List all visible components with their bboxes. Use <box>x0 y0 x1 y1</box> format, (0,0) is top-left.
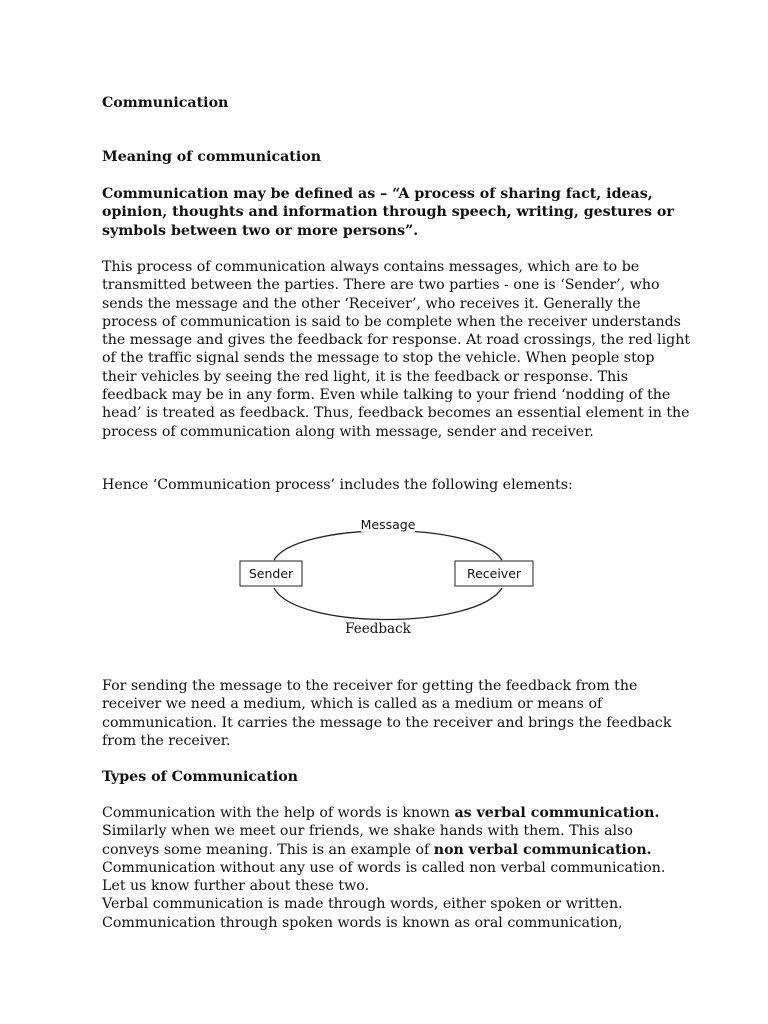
feedback-label: Feedback <box>345 621 411 637</box>
non-verbal-communication-term: non verbal communication. <box>433 841 652 858</box>
paragraph-communication-process: This process of communication always contains messages, which are to be transmitted between the parties. There are two parties - one is ‘Sender’, who sends the message and the other ‘Receiver’, who receives it. Generally the process of communication is said to be complete when the receiver understands the message and gives the feedback for response. At road crossings, the red light of the traffic signal sends the message to stop the vehicle. When people stop their vehicles by seeing the red light, it is the feedback or response. This feedback may be in any form. Even while talking to your friend ‘nodding of the head’ is treated as feedback. Thus, feedback becomes an essential element in the process of communication along with message, sender and receiver. <box>102 259 691 440</box>
types-text-start: Communication with the help of words is known <box>102 805 455 821</box>
types-text-end: Communication without any use of words is called non verbal communication. Let us know further about these two. <box>102 859 666 895</box>
paragraph-medium: For sending the message to the receiver for getting the feedback from the receiver we need a medium, which is called as a medium or means of communication. It carries the message to the receiver and brings the feedback from the receiver. <box>102 678 672 749</box>
verbal-communication-term: as verbal communication. <box>454 805 660 821</box>
types-heading: Types of Communication <box>102 769 298 785</box>
communication-process-diagram <box>236 512 540 642</box>
section-subheading: Meaning of communication <box>102 149 322 165</box>
paragraph-types <box>102 804 692 932</box>
paragraph-elements-intro: Hence ‘Communication process’ includes the following elements: <box>102 477 573 493</box>
feedback-arc <box>274 588 502 620</box>
message-arc <box>274 531 502 560</box>
oral-communication-line: Communication through spoken words is known as oral communication, <box>102 914 623 931</box>
document-heading: Communication <box>102 95 229 111</box>
verbal-definition-line: Verbal communication is made through words, either spoken or written. <box>102 896 623 913</box>
message-label: Message <box>360 517 416 532</box>
sender-label: Sender <box>248 566 294 581</box>
definition-paragraph: Communication may be defined as – “A process of sharing fact, ideas, opinion, thoughts and information through speech, writing, gestures or symbols between two or more persons”. <box>102 186 674 239</box>
types-text-mid: Similarly when we meet our friends, we shake hands with them. This also conveys some meaning. This is an example of <box>102 823 633 858</box>
receiver-label: Receiver <box>466 566 522 581</box>
